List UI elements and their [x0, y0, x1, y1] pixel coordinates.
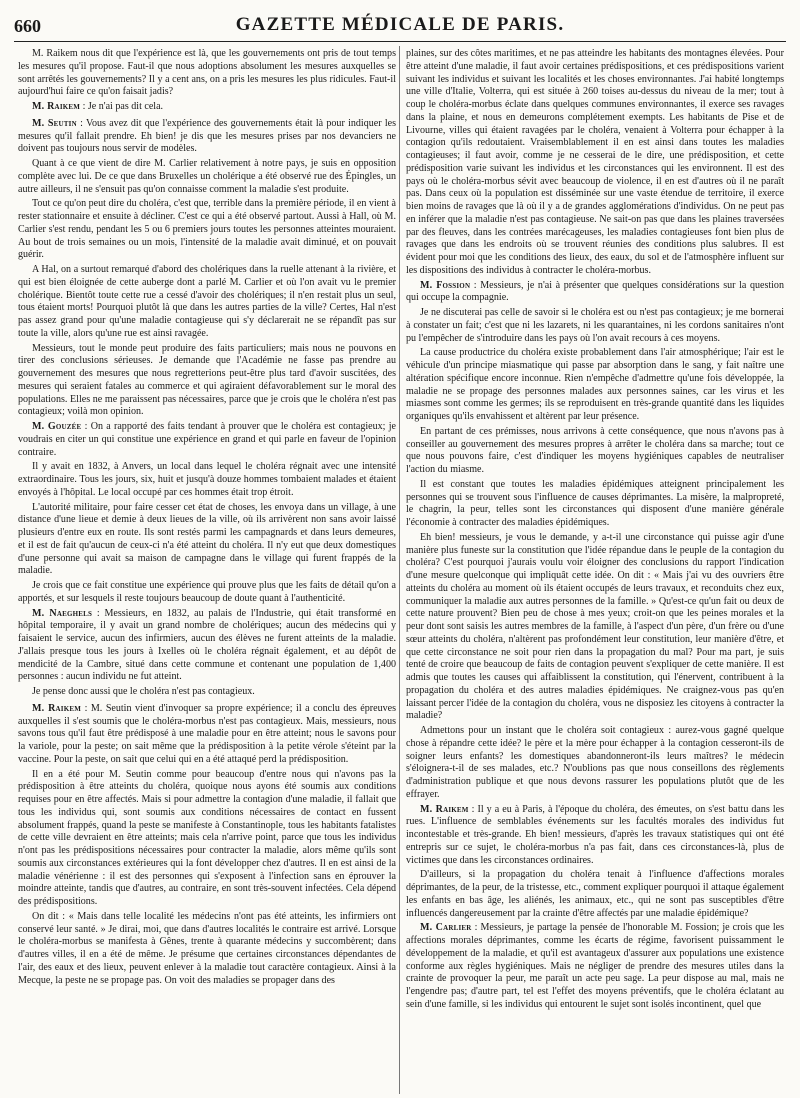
paragraph [18, 580, 396, 606]
paragraph [18, 198, 396, 262]
paragraph [406, 280, 784, 306]
speaker-name: M. Raikem [420, 803, 469, 815]
paragraph [18, 703, 396, 767]
header-rule [14, 41, 786, 42]
page-header [14, 14, 786, 40]
paragraph-text: Je pense donc aussi que le choléra n'est pas contagieux. [32, 686, 255, 697]
speaker-name: M. Fossion [420, 279, 471, 291]
right-column [406, 48, 784, 1094]
paragraph-text: : Je n'ai pas dit cela. [80, 101, 164, 112]
paragraph-text: Eh bien! messieurs, je vous le demande, y a-t-il une circonstance qui puisse agir d'une manière plus funeste sur la constitution que l'idée répandue dans le peuple de la contagion du choléra? C'est pourquoi j'aurais voulu voir éloigner des conclusions du rapport l'indication d'une mesure quelconque qui impliquât cette idée. On dit : « Mais j'ai vu des ouvriers être atteints du choléra au moment où ils étaient occupés de leurs travaux, et reconduits chez eux, communiquer la maladie aux autres personnes de la famille. » Qu'est-ce qu'un fait ou deux de cette nature prouvent? Bien peu de chose à mes yeux; croit-on que les peines morales et la peur dont sont saisis les autres membres de la famille, à l'aspect d'un père, d'un frère ou d'une sœur atteints du choléra, n'altèrent pas profondément leur constitution, leur manière d'être, et que cette circonstance ne soit pour rien dans la propagation du mal? Pour ma part, je suis tenté de croire que beaucoup de faits de contagion peuvent s'expliquer de cette manière. Il est admis que toutes les causes qui affaiblissent la constitution, qui l'énervent, contribuent à la propagation du choléra et des autres maladies épidémiques. Ne craignez-vous pas qu'en laissant percer l'idée de la contagion du choléra, vous ne disposiez les citoyens à contracter la maladie? [406, 531, 784, 722]
paragraph-text: Tout ce qu'on peut dire du choléra, c'est que, terrible dans la première période, il en vient à rester stationnaire et ensuite à décliner. C'est ce qui a été observé partout. Aussi à Hall, où M. Carlier s'est rendu, pendant les 5 ou 6 premiers jours toutes les personnes atteintes mouraient. Au bout de trois semaines ou un mois, l'intensité de la maladie avait diminué, et on pouvait guérir. [18, 198, 396, 261]
paragraph [406, 426, 784, 477]
speaker-name: M. Carlier [420, 922, 472, 934]
paragraph-text: A Hal, on a surtout remarqué d'abord des cholériques dans la ruelle attenant à la rivière, et qui est bien éloignée de cette auberge dont a parlé M. Carlier et où l'on avait vu le premier cholérique. Bientôt toute cette rue a cessé d'avoir des cholériques; il n'en restait plus un seul, tous étaient morts! Pourquoi plutôt là que dans les autres parties de la ville? Certes, Hal n'est pas assez grand pour qu'une maladie contagieuse qui s'y déclarerait ne se répandît pas sur toute la ville, alors qu'une rue est ainsi ravagée. [18, 264, 396, 339]
paragraph-text: Messieurs, tout le monde peut produire des faits particuliers; mais nous ne pouvons en tirer des conclusions sérieuses. Je demande que l'Académie ne fasse pas prendre au gouvernement des mesures que nous regretterions peut-être plus tard d'avoir suscitées, des mesures qui seraient fatales au commerce et qui agiraient défavorablement sur le moral des populations. Elles ne me paraissent pas nécessaires, parce que je crois que le choléra n'est pas contagieux; voilà mon opinion. [18, 342, 396, 418]
paragraph [18, 608, 396, 685]
paragraph-text: Il y avait en 1832, à Anvers, un local dans lequel le choléra régnait avec une intensité extraordinaire. Tous les jours, six, huit et jusqu'à douze hommes tombaient malades et étaient envoyés à l'hôpital. Le local occupé par ces hommes était trop étroit. [18, 461, 396, 498]
paragraph-text: En partant de ces prémisses, nous arrivons à cette conséquence, que nous n'avons pas à conseiller au gouvernement des mesures propres à arrêter le choléra dans sa marche; tout ce que nous pouvons faire, c'est d'indiquer les moyens hygiéniques capables de neutraliser l'action du miasme. [406, 425, 784, 475]
speaker-name: M. Raikem [32, 702, 82, 714]
column-divider [399, 46, 400, 1094]
speaker-name: M. Raikem [32, 101, 81, 112]
journal-title: GAZETTE MÉDICALE DE PARIS. [235, 14, 565, 35]
left-column [18, 48, 396, 1094]
paragraph-text: Il en a été pour M. Seutin comme pour beaucoup d'entre nous qui n'avons pas la prédisposition à être atteints du choléra, quoique nous ayons été soumis aux conditions requises pour en être affectés. Mais si pour admettre la contagion d'une maladie, il fallait que tous les individus qui, sont soumis aux conditions nécessaires de contact en fussent absolument frappés, quand la peste se manifeste à Constantinople, tous les habitants fatalistes de cette ville devraient en être atteints; mais cela n'arrive point, parce que tous les individus n'ont pas les prédispositions nécessaires pour contracter la maladie, alors même qu'ils sont soumis aux circonstances extérieures qui la font développer chez d'autres. Il en est ainsi de la maladie vénérienne : il est des personnes qui s'exposent à l'infection sans en éprouver la moindre atteinte, tandis que d'autres, au contraire, en sont très-souvent infectées. Cela dépend des prédispositions. [18, 768, 396, 907]
speaker-name: M. Naeghels [32, 607, 93, 619]
paragraph [18, 48, 396, 99]
paragraph [18, 686, 396, 699]
paragraph-text: On dit : « Mais dans telle localité les médecins n'ont pas été atteints, les infirmiers ont conservé leur santé. » Je dirai, moi, que dans d'autres localités le contraire est arrivé. Lorsque le choléra-morbus se manifesta à Gênes, trente à quarante médecins y succombèrent; dans d'autres villes, il en a été de même. Je présume que certaines circonstances dépendantes de l'air, des eaux et des lieux, peuvent enlever à la maladie tout caractère contagieux. Ainsi à la Mecque, la peste ne se propage pas. On voit des maladies se propager dans des [18, 910, 396, 986]
paragraph [406, 804, 784, 868]
page-number: 660 [14, 16, 41, 36]
paragraph-text: Quant à ce que vient de dire M. Carlier relativement à notre pays, je suis en opposition complète avec lui. De ce que dans Bruxelles un cholérique a été observé rue des Épingles, un autre ailleurs, il ne s'ensuit pas qu'on connaisse comment la maladie s'est produite. [18, 158, 396, 195]
paragraph-text: D'ailleurs, si la propagation du choléra tenait à l'influence d'affections morales déprimantes, de la peur, de la tristesse, etc., comment expliquer pourquoi il attaque également les enfants en bas âge, les aliénés, les animaux, etc., qui ne sont pas susceptibles d'être influencés dangereusement par la crainte d'être affectés par une maladie épidémique? [406, 869, 784, 919]
paragraph [406, 48, 784, 278]
paragraph [18, 911, 396, 988]
paragraph [18, 461, 396, 499]
paragraph [18, 158, 396, 196]
paragraph [406, 307, 784, 345]
paragraph [18, 118, 396, 156]
paragraph-text: : Vous avez dit que l'expérience des gouvernements était là pour indiquer les mesures qu'il fallait prendre. Eh bien! je dis que les mesures prises par nos devanciers ne doivent pas toujours nous servir de modèles. [18, 117, 396, 155]
paragraph-text: : Messieurs, je partage la pensée de l'honorable M. Fossion; je crois que les affections morales déprimantes, comme les écarts de régime, favorisent puissamment le développement de la maladie, et qu'il est avantageux d'assurer aux populations une existence conforme aux règles hygiéniques. Mais ne négliger de prendre des mesures utiles dans la crainte de provoquer la peur, me paraît un acte peu sage. La peur dispose au mal, mais ne l'engendre pas; d'autre part, tel est l'effet des moyens préventifs, que le choléra éclatant au sein d'une famille, si les individus qui entourent le sujet sont isolés incontinent, quel que [406, 922, 784, 1010]
paragraph-text: Je ne discuterai pas celle de savoir si le choléra est ou n'est pas contagieux; je me bornerai à constater un fait; c'est que ni les lazarets, ni les quarantaines, ni les cordons sanitaires n'ont pu l'empêcher de s'introduire dans les pays où l'on avait recours à ces moyens. [406, 307, 784, 344]
paragraph-text: : Messieurs, je n'ai à présenter que quelques considérations sur la question qui occupe la compagnie. [406, 279, 784, 304]
speaker-name: M. Gouzée [32, 421, 82, 432]
paragraph [18, 502, 396, 579]
paragraph [18, 264, 396, 341]
paragraph-text: Admettons pour un instant que le choléra soit contagieux : aurez-vous gagné quelque chose à répandre cette idée? le père et la mère pour échapper à la contagion cesseront-ils de soigner leurs enfants? les domestiques abandonneront-ils leurs maîtres? le médecin s'éloignera-t-il de ses malades, etc.? N'oublions pas que nous conseillons des règlements d'administration publique et que nous devons rassurer les populations plutôt que de les effrayer. [406, 725, 784, 800]
paragraph [18, 101, 396, 114]
paragraph-text: L'autorité militaire, pour faire cesser cet état de choses, les envoya dans un village, à une distance d'une lieue et demie à deux lieues de la ville, où ils arrivèrent non sans avoir laissé plusieurs d'entre eux en route. Ils sont restés parmi les campagnards et dans leurs demeures, et il est de fait qu'aucun de ceux-ci n'a été atteint du choléra. Il n'y eut que deux domestiques d'une personne qui avait sa maison de campagne dans le village qui furent frappés de la maladie. [18, 501, 396, 577]
paragraph-text: M. Raikem nous dit que l'expérience est là, que les gouvernements ont pris de tout temps les mesures qu'il propose. Faut-il que nous adoptions absolument les mesures auxquelles se sont arrêtés les gouvernements? Il y a cent ans, on a pris les mesures les plus ridicules. Faut-il aujourd'hui faire ce qu'on faisait jadis? [18, 48, 396, 98]
paragraph-text: plaines, sur des côtes maritimes, et ne pas atteindre les habitants des montagnes élevées. Pour être atteint d'une maladie, il faut avoir certaines prédispositions, et ces prédispositions varient suivant les individus et suivant les localités et les choses environnantes. J'ai habité longtemps une ville d'Italie, Volterra, qui est située à 260 toises au-dessus du niveau de la mer; tout à coup le choléra-morbus éclate dans quelques communes environnantes, il exerce ses ravages dans la plaine, et nous en demeurons complétement exempts. Les habitants de Pise et de Livourne, villes qui étaient ravagées par le choléra, venaient à Volterra pour échapper à la contagion qu'ils redoutaient. Vraisemblablement il en est ainsi dans toutes les maladies contagieuses; il faut avoir, comme je ne cesserai de le dire, une prédisposition, et cette prédisposition varie suivant les individus et les circonstances qui les environnent. Il est des pays où le choléra-morbus sévit avec beaucoup de violence, il en est d'autres où il ne paraît pas. Dans ceux où la population est disséminée sur une vaste étendue de territoire, il exerce bien moins de ravages que là où il y a de grandes agglomérations d'individus. On ne peut pas en inférer que la maladie n'est pas contagieuse. Ne sait-on pas que dans les plaines traversées par des fleuves, dans les contrées marécageuses, les maladies contagieuses font bien plus de ravages que dans les endroits où se trouvent réunies des conditions plus salubres. Il est évident pour moi que les conditions des lieux, des eaux, du sol et de l'atmosphère influent sur les dispositions des individus à contracter le choléra-morbus. [406, 48, 784, 276]
paragraph-text: : Il y a eu à Paris, à l'époque du choléra, des émeutes, on s'est battu dans les rues. L'influence de semblables événements sur les facultés morales des individus fut incontestable et très-grande. Eh bien! messieurs, d'après les travaux statistiques qui ont été entrepris sur ce sujet, le choléra-morbus n'a pas fait, dans ces circonstances-là, plus de victimes que dans les circonstances ordinaires. [406, 803, 784, 866]
paragraph-text: Je crois que ce fait constitue une expérience qui prouve plus que les faits de détail qu'on a apportés, et sur lesquels il reste toujours beaucoup de doute quant à l'authenticité. [18, 580, 396, 604]
paragraph-text: La cause productrice du choléra existe probablement dans l'air atmosphérique; l'air est le véhicule d'un principe miasmatique qui passe par absorption dans le sang, y fait naître une altération spécifique encore inconnue. Rien n'empêche d'admettre qu'une fois développée, la maladie ne se propage des personnes malades aux personnes saines, car les virus et les miasmes sont comme les germes; ils se reproduisent en très-grande quantité dans les liquides organiques qu'ils envahissent et altèrent par leur présence. [406, 347, 784, 422]
paragraph [406, 532, 784, 723]
paragraph [406, 922, 784, 1011]
paragraph-text: : On a rapporté des faits tendant à prouver que le choléra est contagieux; je voudrais en citer un qui constitue une expérience en grand et qui parle en faveur de l'opinion contraire. [18, 421, 396, 458]
paragraph [406, 347, 784, 424]
paragraph [18, 769, 396, 909]
paragraph-text: : Messieurs, en 1832, au palais de l'Industrie, qui était transformé en hôpital temporaire, il y avait un grand nombre de cholériques; aucun des médecins qui y faisaient le service, aucun des infirmiers, aucun des élèves ne furent atteints de la maladie. J'allais presque tous les jours à Ixelles où le choléra régnait également, et au dépôt de mendicité de la Cambre, situé dans cette commune et contenant une population de 1,400 personnes : aucun individu ne fut atteint. [18, 607, 396, 683]
paragraph-text: Il est constant que toutes les maladies épidémiques atteignent principalement les personnes qui se trouvent sous l'influence de causes déprimantes. La misère, la malpropreté, le chagrin, la peur, telles sont les circonstances qui disposent d'une manière générale l'économie à contracter des maladies épidémiques. [406, 478, 784, 528]
paragraph [18, 343, 396, 420]
speaker-name: M. Seutin [32, 117, 77, 129]
paragraph [406, 869, 784, 920]
paragraph-text: : M. Seutin vient d'invoquer sa propre expérience; il a conclu des épreuves auxquelles il s'est soumis que le choléra-morbus n'est pas contagieux. Mais, messieurs, nous savons tous qu'il faut être prédisposé à une maladie pour en être atteint; nous le savons pour la variole, pour la peste; on sait même que la prédisposition à la petite vérole s'éteint par la vaccine. Pour la peste, on sait que celui qui en a été attaqué perd la prédisposition. [18, 702, 396, 765]
paragraph [406, 725, 784, 802]
paragraph [18, 421, 396, 459]
paragraph [406, 479, 784, 530]
